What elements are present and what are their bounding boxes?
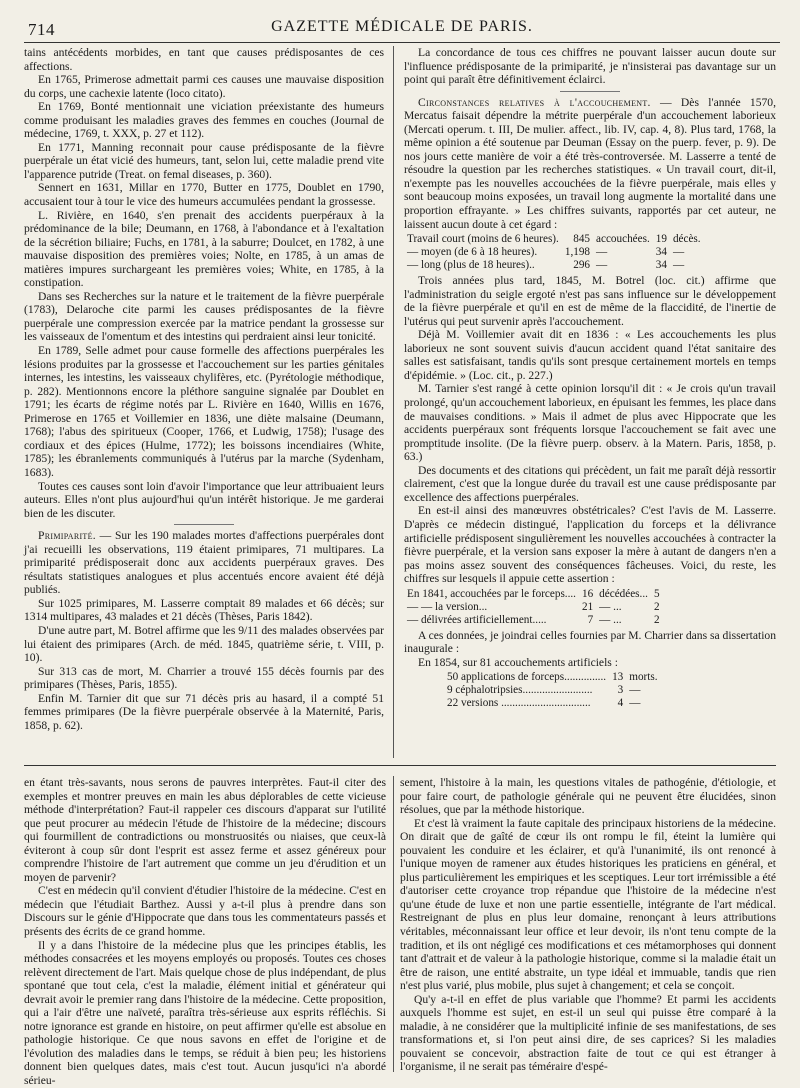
table-cell: 3 (617, 684, 624, 697)
column-top-right (404, 46, 776, 758)
table-cell: — (672, 259, 685, 272)
table-cell: 2 (653, 613, 660, 626)
table-cell: décédées... (599, 587, 648, 600)
paragraph: Toutes ces causes sont loin d'avoir l'importance que leur attribuaient leurs auteurs. Elles n'ont plus aujourd'hui qu'un intérêt historique. Je me garderai bien de les discuter. (24, 479, 384, 520)
paragraph: En est-il ainsi des manœuvres obstétricales? C'est l'avis de M. Lasserre. D'après ce médecin distingué, l'application du forceps et la délivrance artificielle prédisposent singulièrement les nouvelles accouchées à contracter la fièvre puerpérale, et la version sans exposer la mère à autant de dangers n'en a pas moins assez souvent des conséquences fâcheuses. Voici, du reste, les chiffres sur lesquels il appuie cette assertion : (404, 504, 776, 586)
labor-duration-table (404, 233, 704, 272)
table-row (404, 246, 704, 259)
table-cell: — moyen (de 6 à 18 heures). (407, 246, 538, 259)
table-row (444, 697, 661, 710)
paragraph: L. Rivière, en 1640, s'en prenait des accidents puerpéraux à la prédominance de la bile; Deumann, en 1768, à l'abondance et à l'exaltation de la sécrétion biliaire; Fuchs, en 1781, à la saburre; Doulcet, en 1782, à une mauvaise disposition des premières voies; Nolte, en 1785, à un amas de matières impures surchargeant les premières voies; White, en 1785, à la constipation. (24, 208, 384, 290)
table-cell: 1,198 (564, 246, 591, 259)
table-cell: 4 (617, 697, 624, 710)
paragraph: Sur 313 cas de mort, M. Charrier a trouvé 155 décès fournis par des primipares (Thèses, Paris, 1855). (24, 664, 384, 692)
table-cell: — (596, 259, 608, 272)
table-cell: — (672, 246, 685, 259)
table-cell: — ... (599, 613, 622, 626)
paragraph: En 1854, sur 81 accouchements artificiels : (418, 655, 618, 669)
paragraph: sement, l'histoire à la main, les questions vitales de pathogénie, d'étiologie, et pour faire court, de pathologie générale qui ne peuvent être élucidées, sinon résolues, que par la méthode historique. (400, 776, 776, 817)
page-header (28, 18, 776, 40)
paragraph: En 1771, Manning reconnait pour cause prédisposante de la fièvre puerpérale un état vicié des humeurs, tant, selon lui, cette maladie prend vite l'apparence putride (Treat. on femal diseases, p. 360). (24, 140, 384, 181)
journal-title: GAZETTE MÉDICALE DE PARIS. (271, 18, 533, 35)
table-cell: 9 céphalotripsies......................... (447, 684, 593, 697)
page-number: 714 (28, 20, 55, 39)
paragraph: D'une autre part, M. Botrel affirme que les 9/11 des malades observées par lui étaient des primipares (Arch. de méd. 1845, quatrième série, t. VIII, p. 10). (24, 623, 384, 665)
table-cell: décès. (672, 233, 701, 246)
artificial-deliveries-table (444, 671, 661, 710)
paragraph: En 1769, Bonté mentionnait une viciation préexistante des humeurs comme produisant les maladies graves des femmes en couches (Journal de médecine, 1769, t. XXX, p. 27 et 112). (24, 100, 384, 141)
paragraph: Sur 1025 primipares, M. Lasserre comptait 89 malades et 66 décès; sur 1314 multipares, 43 malades et 21 décès (Thèses, Paris 1842). (24, 596, 384, 624)
paragraph: Dans ses Recherches sur la nature et le traitement de la fièvre puerpérale (1783), Delaroche cite parmi les causes prédisposantes de la fièvre puerpérale une compression exercée par la matrice pendant la grossesse sur les vaisseaux de l'omentum et des intestins qui perdraient ainsi leur tonicité. (24, 289, 384, 344)
table-cell: 34 (655, 259, 667, 272)
paragraph: Déjà M. Voillemier avait dit en 1836 : « Les accouchements les plus laborieux ne sont souvent suivis d'aucun accident quand l'état sanitaire des salles est satisfaisant, tandis qu'ils sont presque certainement mortels en temps d'épidémie. » (Loc. cit., p. 227.) (404, 328, 776, 382)
paragraph: A ces données, je joindrai celles fournies par M. Charrier dans sa dissertation inaugurale : (404, 628, 777, 656)
table-row (444, 671, 661, 684)
table-cell: En 1841, accouchées par le forceps.... (407, 587, 576, 600)
paragraph: En 1765, Primerose admettait parmi ces causes une mauvaise disposition du corps, une cachexie latente (loco citato). (24, 73, 384, 100)
table-cell: accouchées. (596, 233, 650, 246)
section-separator (560, 91, 620, 92)
table-cell: 50 applications de forceps............... (447, 671, 607, 684)
paragraph-primiparite (24, 529, 384, 597)
table-cell: 34 (655, 246, 667, 259)
paragraph: tains antécédents morbides, en tant que causes prédisposantes de ces affections. (24, 46, 384, 73)
paragraph-text: — Sur les 190 malades mortes d'affections puerpérales dont j'ai recueilli les observations, 119 étaient primipares, 71 multipares. La primiparité prédisposerait donc aux accidents puerpéraux graves. Des résultats statistiques analogues et plus accentués encore avaient été déjà publiés. (24, 529, 384, 597)
section-heading: Circonstances relatives à l'accouchement. (418, 95, 651, 109)
table-cell: Travail court (moins de 6 heures). (407, 233, 559, 246)
column-bottom-left (24, 776, 386, 1088)
table-row (404, 614, 663, 627)
table-cell: morts. (629, 671, 658, 684)
table-cell: 13 (612, 671, 624, 684)
paragraph: Des documents et des citations qui précèdent, un fait me paraît déjà ressortir clairement, c'est que la longue durée du travail est une cause prédisposante par excellence des affections puerpérales. (404, 463, 776, 504)
paragraph: M. Tarnier s'est rangé à cette opinion lorsqu'il dit : « Je crois qu'un travail prolongé, qu'un accouchement laborieux, en épuisant les femmes, les place dans de mauvaises conditions. » Mais il admet de plus avec Hippocrate que les accidents puerpéraux sont fréquents lorsque l'accouchement se fait avec une promptitude insolite. (De la fièvre puerp. observ. à la Matern. Paris, 1858, p. 63.) (404, 382, 776, 464)
paragraph: en étant très-savants, nous serons de pauvres interprètes. Faut-il citer des exemples et montrer preuves en main les abus déplorables de cette vicieuse méthode d'interprétation? Faut-il rappeler ces discours d'apparat sur l'utilité que peut procurer au médecin l'étude de l'histoire de la médecine; discours qui fourmillent de contradictions ou monstruosités ou niaises, que ceux-là éviteront à coup sûr dont l'esprit est assez ferme et assez généreux pour comprendre l'histoire de l'art autrement que comme un jeu d'érudition et un moyen de parvenir? (24, 776, 386, 884)
paragraph: Sennert en 1631, Millar en 1770, Butter en 1775, Doublet en 1790, accusaient tour à tour le vice des humeurs accumulées pendant la grossesse. (24, 181, 384, 209)
table-cell: 7 (587, 613, 594, 626)
table-cell: — (596, 246, 608, 259)
column-bottom-right (400, 776, 776, 1072)
column-top-left (24, 46, 384, 758)
section-separator (174, 524, 234, 525)
paragraph: Et c'est là vraiment la faute capitale des principaux historiens de la médecine. On dirait que de gaîté de cœur ils ont rompu le fil, éteint la lumière qui pouvaient les conduire et les éclairer, et qu'à l'unanimité, ils ont renoncé à l'unique moyen de ramener aux études historiques les praticiens en général, et plus particulièrement les empiriques et les sceptiques. Leur tort irrémissible a été d'autoriser cette croyance trop répandue que l'histoire de la médecine n'est qu'une étude de luxe et non une partie essentielle, intégrante de l'art médical. Restreignant de plus en plus leur domaine, renonçant à leurs attributions véritables, méconnaissant leur office et leur devoir, ils n'ont tenu compte de la tradition, et ils ont négligé ces modifications et ces métamorphoses qui donnent tant d'attrait et de valeur à la pathologie historique, comme si la maladie était un être de raison, une entité abstraite, un type idéal et immuable, tandis que rien n'est plus varié, plus mobile, plus sujet à changement; et cela se conçoit. (400, 816, 776, 993)
paragraph: Il y a dans l'histoire de la médecine plus que les principes établis, les méthodes consacrées et les moyens employés ou proposés. Toutes ces choses relèvent directement de l'art. Mais quelque chose de plus indépendant, de plus spontané que tout cela, c'est la maladie, élément initial et générateur qui devrait avoir le premier rang dans l'histoire de la médecine. Cette proposition, qui a l'air d'être une naïveté, paraîtra très-sérieuse aux esprits réfléchis. Si notre ignorance est grande en histoire, on peut affirmer qu'elle est absolue en pathologie historique. Ce que nous savons en effet de l'origine et de l'évolution des maladies dans le temps, se réduit à bien peu; les historiens donnent bien quelques dates, mais c'est tout. Aucun jusqu'ici n'a abordé sérieu- (24, 938, 386, 1088)
feuilleton-rule (24, 765, 776, 766)
header-rule (24, 42, 780, 43)
table-cell: — — la version... (407, 600, 488, 613)
table-cell: 16 (581, 587, 594, 600)
table-row (404, 259, 704, 272)
table-row (444, 684, 661, 697)
paragraph-text: — Dès l'année 1570, Mercatus faisait dépendre la métrite puerpérale d'un accouchement laborieux (Mercati operum. t. III, De mulier. affect., lib. IV, cap. 4, 8). Plus tard, 1768, la même opinion a été soutenue par Deuman (Essay on the puerp. fever, p. 9). De nos jours cette manière de voir a été très-controversée. M. Lasserre a tenté de résoudre la question par les recherches statistiques. « Un travail court, dit-il, n'exempte pas les nouvelles accouchées de la fièvre puerpérale, mais elles y sont beaucoup moins exposées, un travail long augmente la mortalité dans une proportion effrayante. » Les chiffres suivants, rapportés par cet auteur, ne laissent aucun doute à cet égard : (404, 95, 776, 231)
paragraph: Trois années plus tard, 1845, M. Botrel (loc. cit.) affirme que l'administration du seigle ergoté n'est pas sans influence sur le développement de la fièvre puerpérale et qu'il en est de même de la flaccidité, de l'inertie de l'utérus qui peut survenir après l'accouchement. (404, 274, 776, 328)
table-cell: — long (plus de 18 heures).. (407, 259, 535, 272)
table-cell: 21 (581, 600, 594, 613)
table-cell: 19 (655, 233, 667, 246)
paragraph: Enfin M. Tarnier dit que sur 71 décès pris au hasard, il a compté 51 femmes primipares (De la fièvre puerpérale observée à la Maternité, Paris, 1858, p. 62). (24, 691, 384, 732)
table-cell: 296 (573, 259, 591, 272)
table-row (404, 588, 663, 601)
table-cell: — (629, 697, 641, 710)
paragraph: C'est en médecin qu'il convient d'étudier l'histoire de la médecine. C'est en médecin que l'étudiait Barthez. Aussi y a-t-il plus à prendre dans son Discours sur le génie d'Hippocrate que dans tous les commentateurs passés et présents des écrits de ce grand homme. (24, 884, 386, 939)
table-row (404, 601, 663, 614)
obstetric-maneuvers-table (404, 588, 663, 627)
table-row (404, 233, 704, 246)
column-divider (393, 46, 394, 758)
paragraph: La concordance de tous ces chiffres ne pouvant laisser aucun doute sur l'influence prédisposante de la primiparité, je n'insisterai pas davantage sur un point qui paraît être définitivement éclairci. (404, 46, 776, 87)
table-cell: — délivrées artificiellement..... (407, 613, 547, 626)
table-cell: — ... (599, 600, 622, 613)
table-cell: 5 (653, 587, 660, 600)
table-cell: 2 (653, 600, 660, 613)
table-cell: — (629, 684, 641, 697)
section-heading: Primiparité. (38, 529, 96, 543)
table-cell: 22 versions ................................ (447, 697, 591, 710)
paragraph: Qu'y a-t-il en effet de plus variable que l'homme? Et parmi les accidents auxquels l'homme est sujet, en est-il un seul qui puisse être comparé à la maladie, à ne considérer que la multiplicité infinie de ses manifestations, de ses transformations et, si l'on peut ainsi dire, de ses caprices? Si les maladies pouvaient se concevoir, abstraction faite de tout ce qui est étranger à l'organisme, il ne serait pas téméraire d'espé- (400, 992, 776, 1074)
paragraph-circonstances (404, 96, 776, 231)
table-cell: 845 (573, 233, 591, 246)
column-divider (393, 776, 394, 1072)
paragraph: En 1789, Selle admet pour cause formelle des affections puerpérales les lésions produites par la grossesse et l'accouchement sur les parties génitales internes, les intestins, les vaisseaux chylifères, etc. (Pyrétologie méthodique, p. 282). Mentionnons encore la pléthore sanguine signalée par Doublet en 1791; les écarts de régime notés par L. Rivière en 1640, Willis en 1676, Primerose en 1765 et Voillemier en 1836, une diète malsaine (Deumann, 1768); l'abus des spiritueux (Cooper, 1766, et Ludwig, 1758); l'usage des cordiaux et des épices (Hulme, 1772); les boissons incendiaires (White, 1785); les ébranlements communiqués à l'utérus par la marche (Sydenham, 1683). (24, 344, 384, 479)
